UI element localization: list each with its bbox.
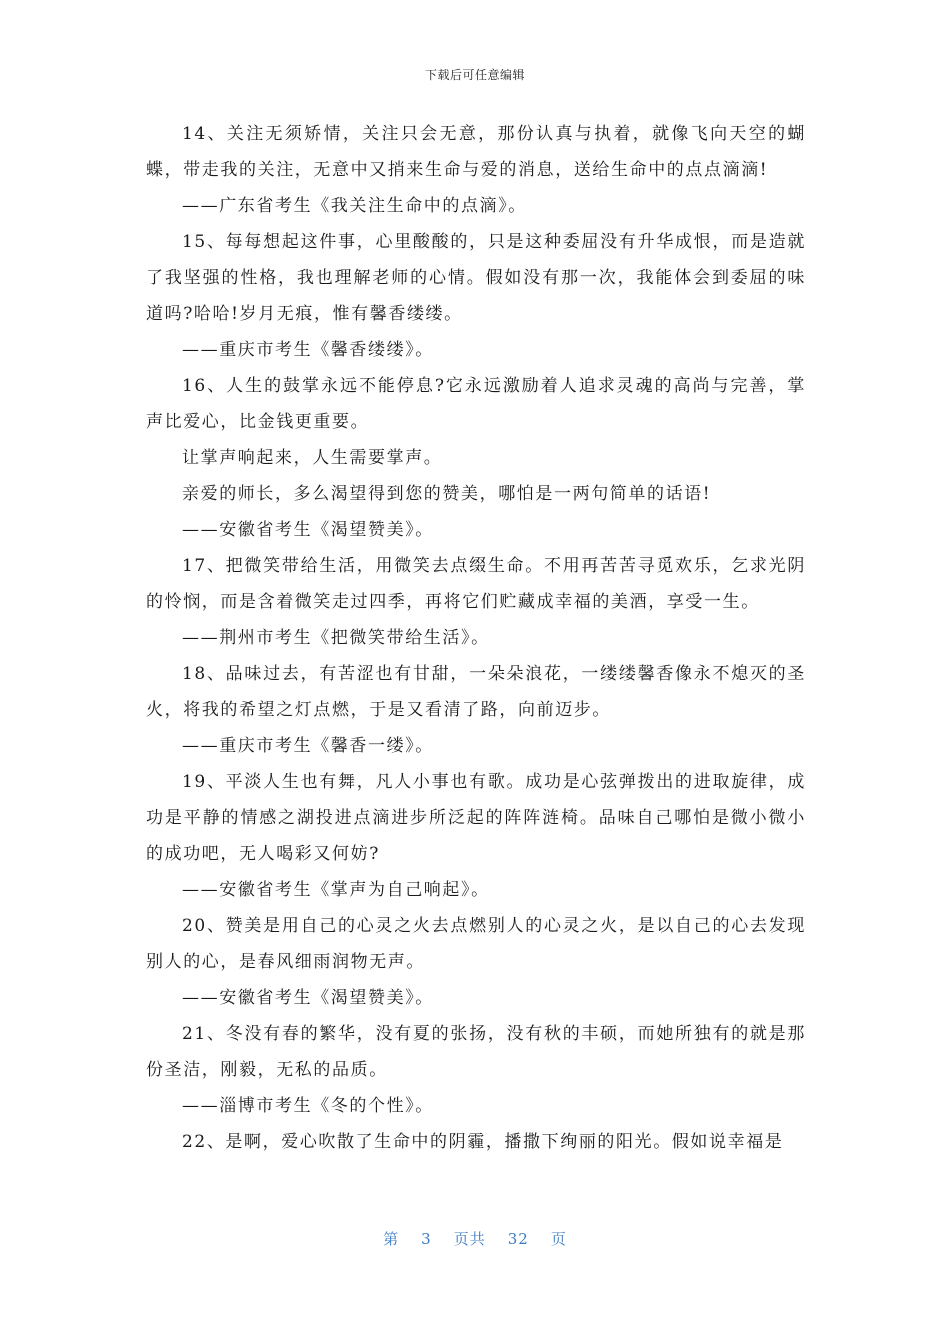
attribution-17: ——荆州市考生《把微笑带给生活》。 bbox=[182, 628, 490, 648]
paragraph-20: 20、赞美是用自己的心灵之火去点燃别人的心灵之火，是以自己的心去发现别人的心，是春风细雨润物无声。 bbox=[146, 916, 806, 972]
total-page-number: 32 bbox=[507, 1230, 529, 1248]
paragraph-16-line-3: 亲爱的师长，多么渴望得到您的赞美，哪怕是一两句简单的话语! bbox=[182, 484, 712, 504]
attribution-14: ——广东省考生《我关注生命中的点滴》。 bbox=[182, 196, 527, 216]
footer-prefix: 第 bbox=[383, 1230, 400, 1248]
page-header: 下载后可任意编辑 bbox=[424, 68, 525, 82]
attribution-20: ——安徽省考生《渴望赞美》。 bbox=[182, 988, 434, 1008]
document-body bbox=[146, 116, 806, 1160]
footer-middle: 页共 bbox=[453, 1230, 486, 1248]
paragraph-16-line-2: 让掌声响起来，人生需要掌声。 bbox=[182, 448, 443, 468]
current-page-number: 3 bbox=[421, 1230, 432, 1248]
attribution-16: ——安徽省考生《渴望赞美》。 bbox=[182, 520, 434, 540]
paragraph-16: 16、人生的鼓掌永远不能停息?它永远激励着人追求灵魂的高尚与完善，掌声比爱心，比金钱更重要。 bbox=[146, 376, 806, 432]
paragraph-22: 22、是啊，爱心吹散了生命中的阴霾，播撒下绚丽的阳光。假如说幸福是 bbox=[182, 1132, 784, 1152]
attribution-21: ——淄博市考生《冬的个性》。 bbox=[182, 1096, 434, 1116]
paragraph-21: 21、冬没有春的繁华，没有夏的张扬，没有秋的丰硕，而她所独有的就是那份圣洁，刚毅，无私的品质。 bbox=[146, 1024, 806, 1080]
paragraph-18: 18、品味过去，有苦涩也有甘甜，一朵朵浪花，一缕缕馨香像永不熄灭的圣火，将我的希望之灯点燃，于是又看清了路，向前迈步。 bbox=[146, 664, 806, 720]
attribution-18: ——重庆市考生《馨香一缕》。 bbox=[182, 736, 434, 756]
paragraph-14: 14、关注无须矫情，关注只会无意，那份认真与执着，就像飞向天空的蝴蝶，带走我的关注，无意中又捎来生命与爱的消息，送给生命中的点点滴滴! bbox=[146, 124, 806, 180]
paragraph-15: 15、每每想起这件事，心里酸酸的，只是这种委屈没有升华成恨，而是造就了我坚强的性格，我也理解老师的心情。假如没有那一次，我能体会到委屈的味道吗?哈哈!岁月无痕，惟有馨香缕缕。 bbox=[146, 232, 806, 324]
attribution-19: ——安徽省考生《掌声为自己响起》。 bbox=[182, 880, 490, 900]
attribution-15: ——重庆市考生《馨香缕缕》。 bbox=[182, 340, 434, 360]
paragraph-17: 17、把微笑带给生活，用微笑去点缀生命。不用再苦苦寻觅欢乐，乞求光阴的怜悯，而是含着微笑走过四季，再将它们贮藏成幸福的美酒，享受一生。 bbox=[146, 556, 806, 612]
paragraph-19: 19、平淡人生也有舞，凡人小事也有歌。成功是心弦弹拨出的进取旋律，成功是平静的情感之湖投进点滴进步所泛起的阵阵涟椅。品味自己哪怕是微小微小的成功吧，无人喝彩又何妨? bbox=[146, 772, 806, 864]
page-footer bbox=[0, 1228, 950, 1249]
footer-suffix: 页 bbox=[550, 1230, 567, 1248]
